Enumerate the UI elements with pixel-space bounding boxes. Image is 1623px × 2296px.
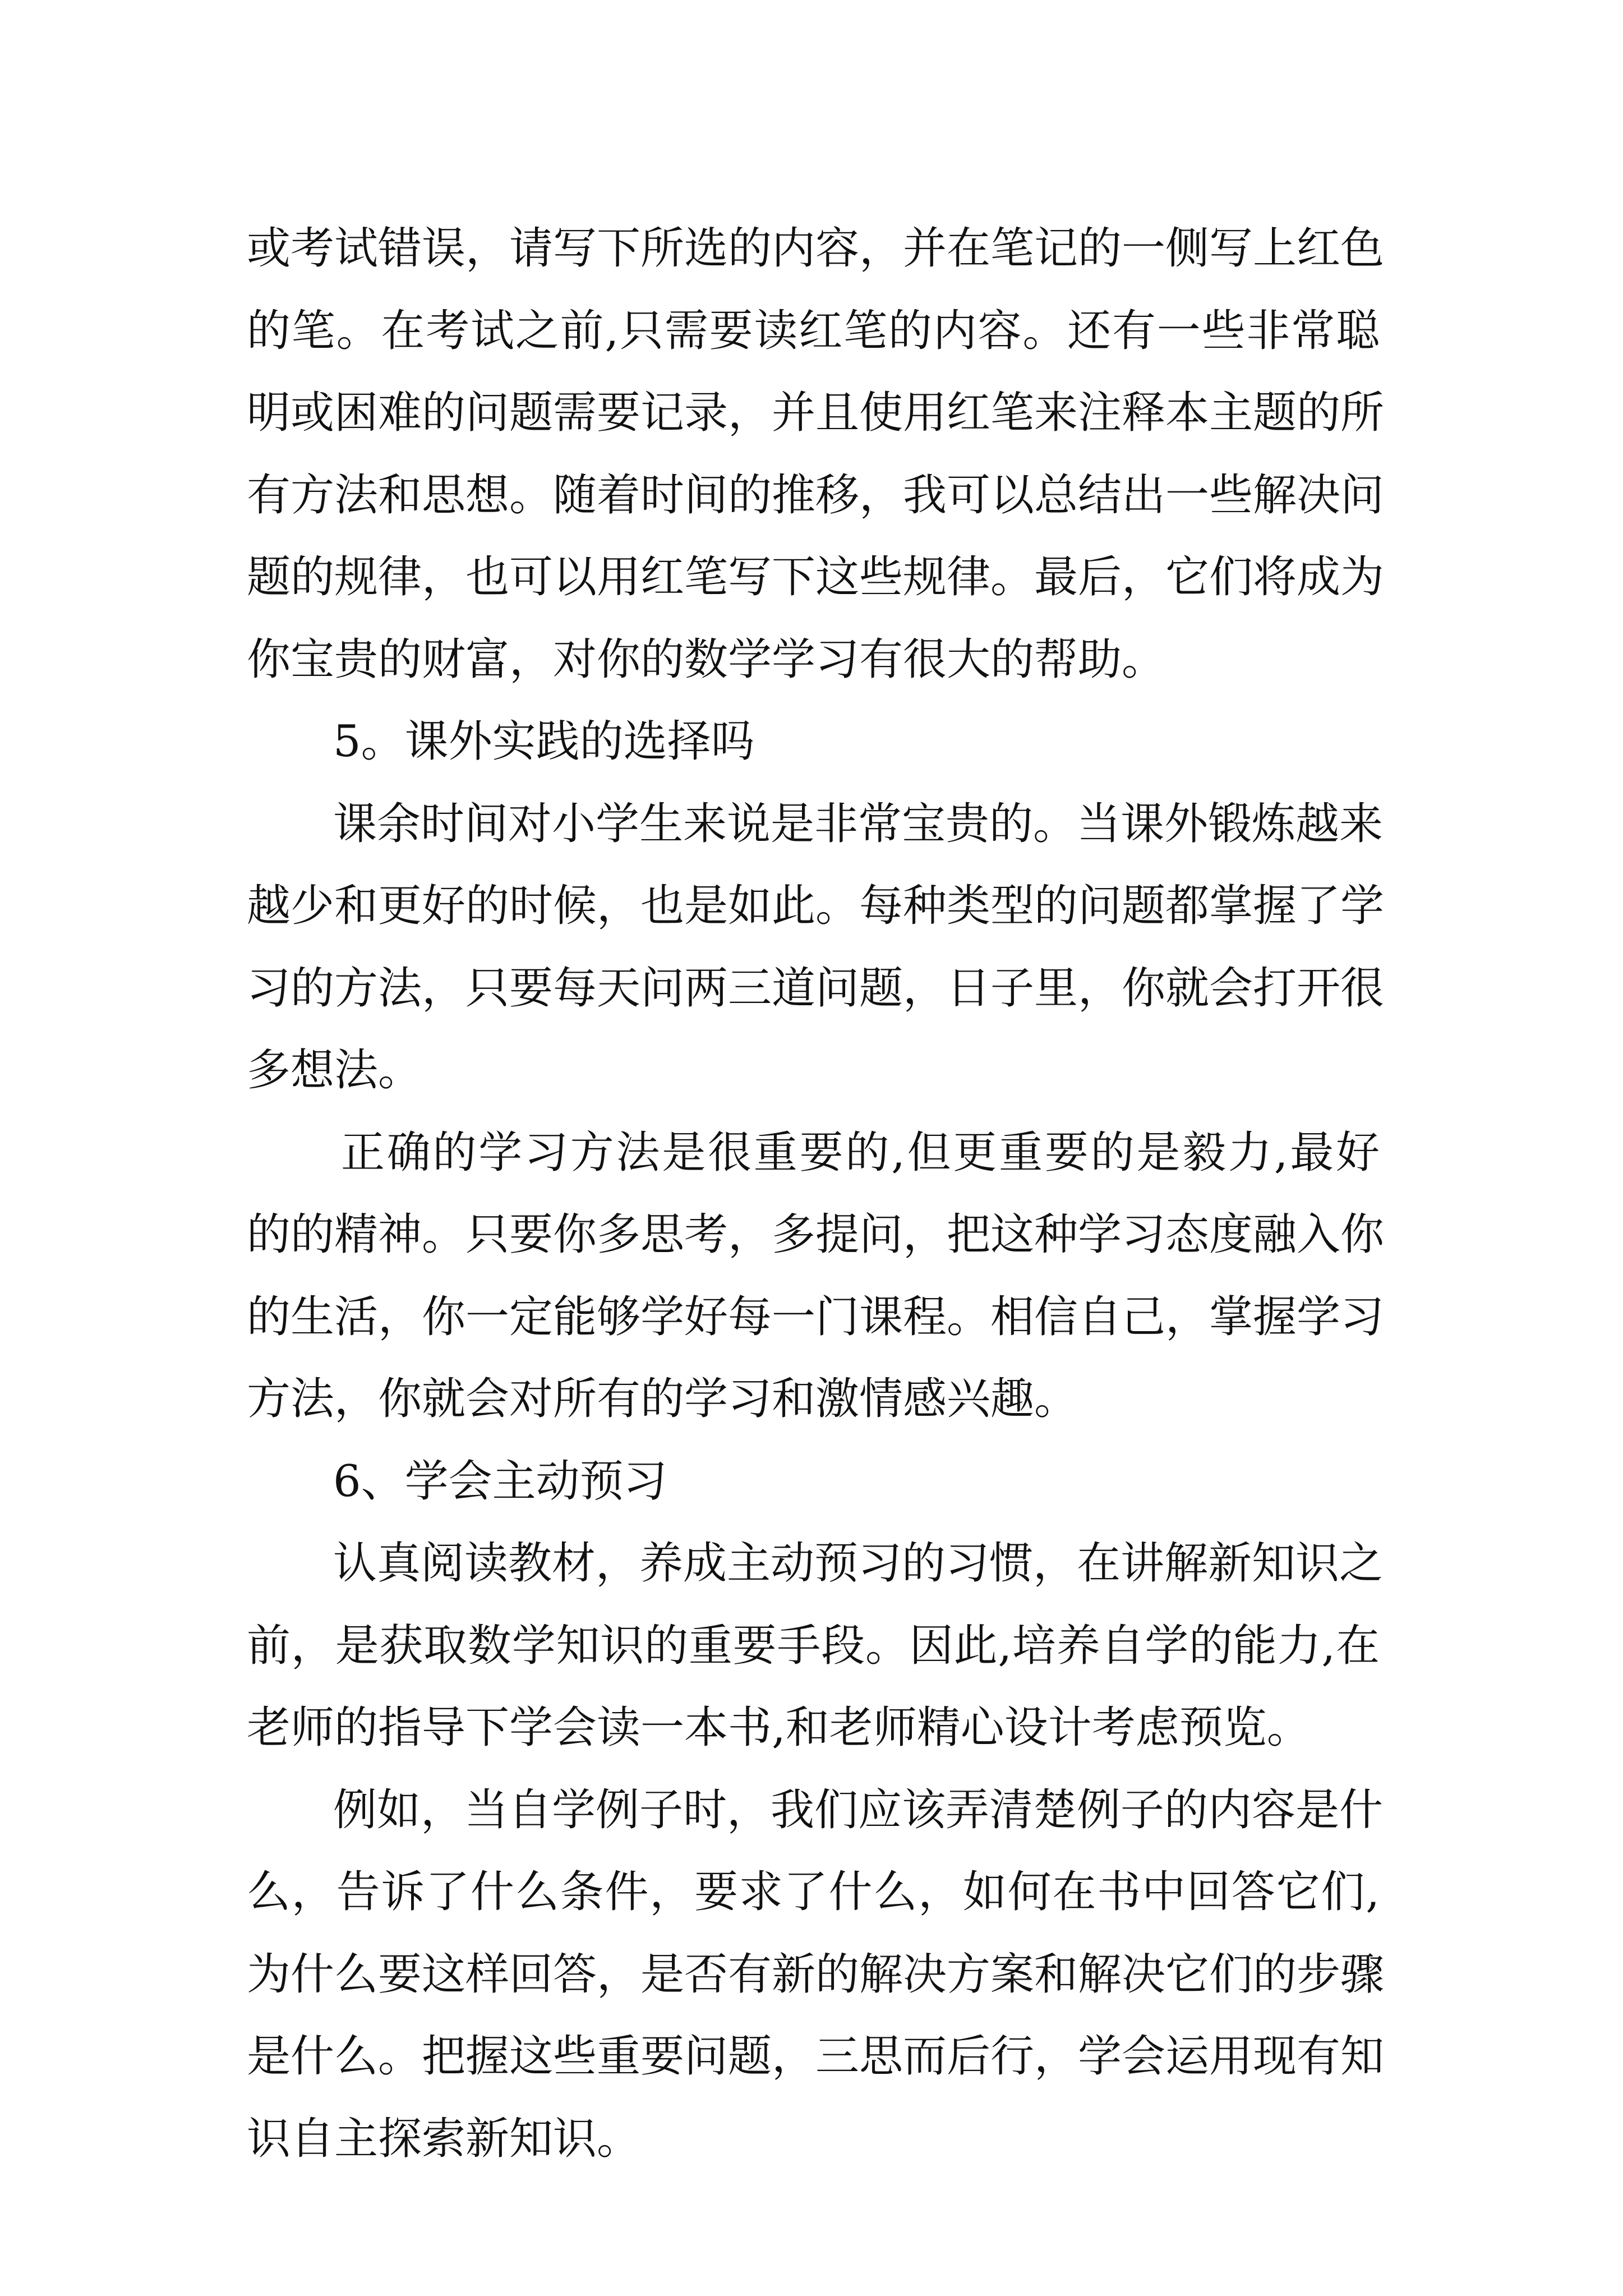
paragraph-first-line: 认真阅读教材，养成主动预习的习惯，在讲解新知识之 [333, 1538, 1384, 1589]
paragraph-line: 有方法和思想。随着时间的推移，我可以总结出一些解决问 [247, 470, 1385, 521]
paragraph-line: 为什么要这样回答，是否有新的解决方案和解决它们的步骤 [247, 1949, 1385, 2000]
paragraph-line: 么，告诉了什么条件，要求了什么，如何在书中回答它们, [247, 1867, 1380, 1917]
paragraph-line: 明或困难的问题需要记录，并且使用红笔来注释本主题的所 [247, 388, 1385, 438]
paragraph-line: 或考试错误，请写下所选的内容，并在笔记的一侧写上红色 [247, 223, 1385, 274]
paragraph-line: 的的精神。只要你多思考，多提问，把这种学习态度融入你 [247, 1209, 1385, 1260]
paragraph-line: 的生活，你一定能够学好每一门课程。相信自己，掌握学习 [247, 1291, 1385, 1342]
paragraph-first-line: 例如，当自学例子时，我们应该弄清楚例子的内容是什 [333, 1784, 1384, 1835]
paragraph-line: 的笔。在考试之前,只需要读红笔的内容。还有一些非常聪 [247, 305, 1380, 356]
paragraph-line: 越少和更好的时候，也是如此。每种类型的问题都掌握了学 [247, 881, 1385, 931]
document-body [247, 208, 1385, 2180]
paragraph-line: 是什么。把握这些重要问题，三思而后行，学会运用现有知 [247, 2031, 1385, 2082]
paragraph-line: 老师的指导下学会读一本书,和老师精心设计考虑预览。 [247, 1703, 1311, 1753]
paragraph-first-line: 课余时间对小学生来说是非常宝贵的。当课外锻炼越来 [333, 798, 1384, 849]
paragraph-first-line: 正确的学习方法是很重要的,但更重要的是毅力,最好 [341, 1127, 1380, 1178]
paragraph-line: 多想法。 [247, 1045, 422, 1096]
paragraph-line: 题的规律，也可以用红笔写下这些规律。最后，它们将成为 [247, 552, 1385, 602]
paragraph-line: 你宝贵的财富，对你的数学学习有很大的帮助。 [247, 634, 1166, 685]
paragraph-line: 习的方法，只要每天问两三道问题，日子里，你就会打开很 [247, 963, 1385, 1014]
paragraph-line: 前，是获取数学知识的重要手段。因此,培养自学的能力,在 [247, 1620, 1380, 1671]
section-heading: 6、学会主动预习 [333, 1456, 667, 1507]
paragraph-line: 方法，你就会对所有的学习和激情感兴趣。 [247, 1374, 1078, 1424]
paragraph-line: 识自主探索新知识。 [247, 2113, 641, 2164]
section-heading: 5。课外实践的选择吗 [333, 716, 755, 767]
